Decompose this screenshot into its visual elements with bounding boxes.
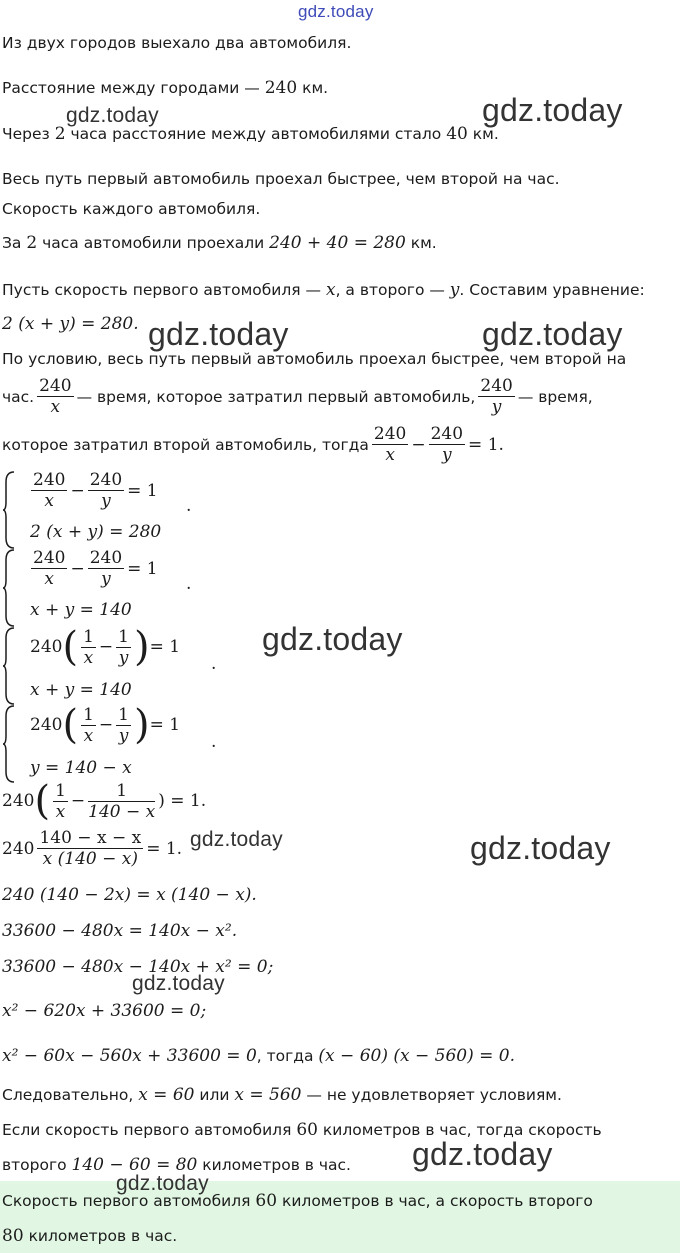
text-line-6: За 2 часа автомобили проехали 240 + 40 = 280 км.	[2, 233, 437, 253]
text-line-2: Расстояние между городами — 240 км.	[2, 78, 329, 98]
system-4-eq-1: 240 ( $\frac{1}{x}$ − $\frac{1}{y}$ ) = 1	[30, 702, 181, 748]
fraction-240-y: $\frac{240}{y}$	[480, 376, 513, 417]
system-3-eq-2: x + y = 140	[30, 680, 132, 700]
watermark: gdz.today	[116, 1172, 209, 1195]
text-line-4: Весь путь первый автомобиль проехал быстрее, чем второй на час.	[2, 170, 560, 188]
watermark: gdz.today	[412, 1136, 553, 1172]
system-brace	[2, 626, 16, 706]
text-line-9: По условию, весь путь первый автомобиль проехал быстрее, чем второй на	[2, 350, 627, 368]
equation-factored: x² − 60x − 560x + 33600 = 0, тогда (x − 60) (x − 560) = 0.	[2, 1046, 515, 1066]
equation-step-5: 33600 − 480x − 140x + x² = 0;	[2, 957, 274, 977]
system-brace	[2, 704, 16, 784]
text-line-13: Если скорость первого автомобиля 60 километров в час, тогда скорость	[2, 1120, 602, 1140]
system-brace	[2, 548, 16, 628]
site-header-logo[interactable]: gdz.today	[298, 2, 374, 21]
system-4-dot: .	[211, 732, 217, 752]
text-line-7: Пусть скорость первого автомобиля — x, а второго — y. Составим уравнение:	[2, 280, 645, 300]
equation-step-3: 240 (140 − 2x) = x (140 − x).	[2, 885, 257, 905]
text-line-3: Через 2 часа расстояние между автомобилями стало 40 км.	[2, 124, 499, 144]
watermark: gdz.today	[482, 316, 623, 352]
watermark: gdz.today	[148, 316, 289, 352]
equation-quadratic: x² − 620x + 33600 = 0;	[2, 1001, 207, 1021]
system-3-eq-1: 240 ( $\frac{1}{x}$ − $\frac{1}{y}$ ) = 1	[30, 624, 181, 670]
equation-step-4: 33600 − 480x = 140x − x².	[2, 921, 238, 941]
watermark: gdz.today	[470, 830, 611, 866]
system-2-eq-2: x + y = 140	[30, 600, 132, 620]
watermark: gdz.today	[262, 621, 403, 657]
equation-sum: 2 (x + y) = 280.	[2, 314, 139, 334]
system-2-eq-1: $\frac{240}{x}$ − $\frac{240}{y}$ = 1	[33, 548, 158, 589]
watermark: gdz.today	[66, 104, 159, 127]
equation-combined-fraction: 240 $\frac{140 - x - x}{x (140 - x)}$ = 1.	[2, 828, 183, 869]
system-1-eq-1: $\frac{240}{x}$ − $\frac{240}{y}$ = 1	[33, 470, 158, 511]
text-line-11: которое затратил второй автомобиль, тогда $\frac{240}{x}$ − $\frac{240}{y}$ = 1.	[2, 424, 504, 465]
system-4-eq-2: y = 140 − x	[30, 758, 132, 778]
answer-line-2: 80 километров в час.	[2, 1226, 178, 1246]
system-brace	[2, 470, 16, 550]
answer-line-1: Скорость первого автомобиля 60 километров в час, а скорость второго	[2, 1191, 593, 1211]
watermark: gdz.today	[132, 972, 225, 995]
text-line-10: час. $\frac{240}{x}$ — время, которое затратил первый автомобиль, $\frac{240}{y}$ — время,	[2, 376, 593, 417]
system-3-dot: .	[211, 654, 217, 674]
system-2-dot: .	[186, 574, 192, 594]
text-line-5: Скорость каждого автомобиля.	[2, 200, 261, 218]
fraction-240-x: $\frac{240}{x}$	[39, 376, 72, 417]
system-1-eq-2: 2 (x + y) = 280	[30, 522, 162, 542]
watermark: gdz.today	[190, 828, 283, 851]
watermark: gdz.today	[482, 92, 623, 128]
text-line-14: второго 140 − 60 = 80 километров в час.	[2, 1155, 351, 1175]
text-conclusion-roots: Следовательно, x = 60 или x = 560 — не удовлетворяет условиям.	[2, 1085, 562, 1105]
system-1-dot: .	[186, 496, 192, 516]
text-line-1: Из двух городов выехало два автомобиля.	[2, 34, 352, 52]
equation-substituted: 240 ( $\frac{1}{x}$ − $\frac{1}{140 - x}$ ) = 1.	[2, 778, 207, 824]
